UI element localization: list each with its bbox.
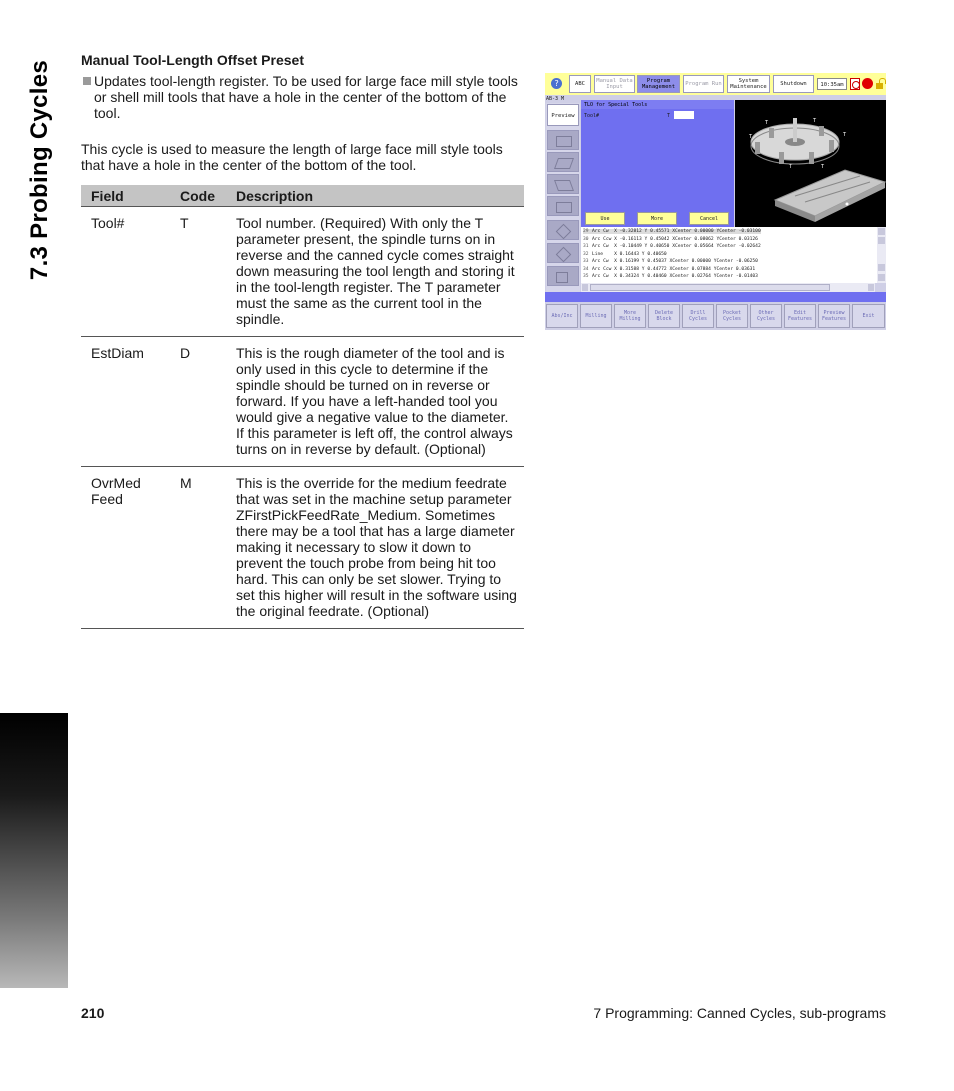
scroll-down-icon[interactable] [878,264,885,271]
cell-field: Tool# [81,207,170,337]
code-line: 32 Line X 0.16443 Y 0.40650 [583,251,667,257]
preview-button[interactable]: Preview [547,104,579,126]
intro-paragraph: This cycle is used to measure the length of large face mill style tools that have a hole in the center of the bottom of the tool. [81,141,503,173]
gcode-listing [581,227,886,283]
table-row [81,207,524,337]
bullet-item [81,73,524,121]
scroll-right-icon[interactable] [868,284,874,291]
program-management-button[interactable]: Program Management [637,75,680,93]
code-line: 30 Arc Ccw X -0.16113 Y 0.45042 XCenter 0.08062 YCenter 0.03126 [583,236,758,242]
svg-text:T: T [749,134,753,140]
probe-tool-illustration [735,100,886,227]
shutdown-button[interactable]: Shutdown [773,75,814,93]
top-toolbar [545,73,886,95]
tool-button-3[interactable] [547,174,579,194]
tool-button-4[interactable] [547,196,579,216]
code-line: 35 Arc Cw X 0.34324 Y 0.40460 XCenter 0.02764 YCenter -0.01403 [583,274,758,279]
page-number: 210 [81,1005,105,1021]
use-button[interactable]: Use [585,212,625,225]
view-icon [556,202,572,213]
scroll-top-icon[interactable] [878,228,885,235]
diamond-icon [556,224,572,240]
unlock-icon[interactable] [875,78,885,90]
svg-text:T: T [843,132,847,138]
abs-inc-button[interactable]: Abs/Inc [546,304,578,328]
tool-input[interactable] [674,111,694,119]
cell-field: OvrMed Feed [81,467,170,629]
more-button[interactable]: More [637,212,677,225]
bullet-text: Updates tool-length register. To be used for large face mill style tools or shell mill tools that have a hole in the center of the bottom of the tool. [94,73,518,121]
tool-button-2[interactable] [547,152,579,172]
tool-button-5[interactable] [547,220,579,240]
status-band [545,292,886,302]
cell-field: EstDiam [81,337,170,467]
milling-button[interactable]: Milling [580,304,612,328]
cell-description: Tool number. (Required) With only the T parameter present, the spindle turns on in reverse and the canned cycle comes straight down measuring the tool length and storing it in the tool-length register. The T parameter must the same as the current tool in the spindle. [226,207,524,337]
code-line: 34 Arc Ccw X 0.31588 Y 0.44772 XCenter 0.07884 YCenter 0.03631 [583,266,756,272]
header-code: Code [170,185,226,207]
edit-features-button[interactable]: Edit Features [784,304,816,328]
bottom-softkey-bar [545,303,886,330]
clock-display: 10:35am [817,78,847,90]
help-icon[interactable]: ? [551,78,562,89]
section-heading: Manual Tool-Length Offset Preset [81,52,304,68]
chapter-title: 7 Programming: Canned Cycles, sub-programs [593,1005,886,1021]
cell-description: This is the rough diameter of the tool and is only used in this cycle to determine if the spindle should be turned on in reverse or forward. If you have a left-handed tool you would give a negative value to the diameter. If this parameter is left off, the control always turns on in reverse by default. (Optional) [226,337,524,467]
bullet-square-icon [83,77,91,85]
stop-icon[interactable] [850,78,860,90]
delete-block-button[interactable]: Delete Block [648,304,680,328]
mode-label: AB-3 M [546,96,565,102]
svg-text:T: T [821,164,825,170]
cell-code: T [170,207,226,337]
abc-button[interactable]: ABC [569,75,591,93]
view-icon [554,180,574,191]
view-icon [554,158,574,169]
other-cycles-button[interactable]: Other Cycles [750,304,782,328]
tool-preview-graphic [735,100,886,227]
pocket-cycles-button[interactable]: Pocket Cycles [716,304,748,328]
diamond-icon [556,247,572,263]
vertical-scrollbar[interactable] [877,227,886,283]
view-icon [556,136,572,147]
cnc-screenshot [545,73,886,330]
scroll-bottom-icon[interactable] [878,274,885,281]
tlo-form-panel [581,100,734,227]
tool-button-1[interactable] [547,130,579,150]
svg-text:T: T [813,118,817,124]
side-chapter-title: 7.3 Probing Cycles [26,59,53,281]
tool-label: Tool# [584,113,600,119]
scroll-left-icon[interactable] [582,284,588,291]
edit-icon [556,272,568,283]
cell-description: This is the override for the medium feedrate that was set in the machine setup parameter ZFirstPickFeedRate_Medium. Sometimes there may be a tool that has a large diameter making it necessary to slow it down to prevent the touch probe from being hit too hard. This can only be set slower. Trying to set this higher will result in the software using the original feedrate. (Optional) [226,467,524,629]
svg-text:T: T [765,120,769,126]
scroll-thumb[interactable] [590,284,830,291]
code-line: 31 Arc Cw X -0.10449 Y 0.40650 XCenter 0.05664 YCenter -0.02642 [583,244,761,249]
cell-code: M [170,467,226,629]
cell-code: D [170,337,226,467]
program-run-button[interactable]: Program Run [683,75,724,93]
manual-data-input-button[interactable]: Manual Data Input [594,75,635,93]
drill-cycles-button[interactable]: Drill Cycles [682,304,714,328]
horizontal-scrollbar[interactable] [581,283,875,292]
main-content [81,52,524,629]
more-milling-button[interactable]: More Milling [614,304,646,328]
parameter-table [81,185,524,629]
form-title: TLO for Special Tools [584,102,648,108]
cancel-button[interactable]: Cancel [689,212,729,225]
emergency-icon[interactable] [862,78,873,89]
table-header-row [81,185,524,207]
exit-button[interactable]: Exit [852,304,885,328]
preview-features-button[interactable]: Preview Features [818,304,850,328]
code-line: 33 Arc Cw X 0.16199 Y 0.45037 XCenter 0.00000 YCenter -0.06250 [583,259,758,264]
table-row [81,467,524,629]
code-line: 29 Arc Cw X -0.32812 Y 0.45571 XCenter 0.00000 YCenter -0.03100 [583,229,761,234]
system-maintenance-button[interactable]: System Maintenance [727,75,770,93]
header-field: Field [81,185,170,207]
scroll-up-icon[interactable] [878,237,885,244]
svg-text:T: T [789,164,793,170]
tool-code: T [667,113,671,119]
header-description: Description [226,185,524,207]
tool-button-7[interactable] [547,266,579,286]
left-tool-column [546,103,580,298]
side-gradient-bar [0,713,68,988]
table-row [81,337,524,467]
tool-button-6[interactable] [547,243,579,263]
